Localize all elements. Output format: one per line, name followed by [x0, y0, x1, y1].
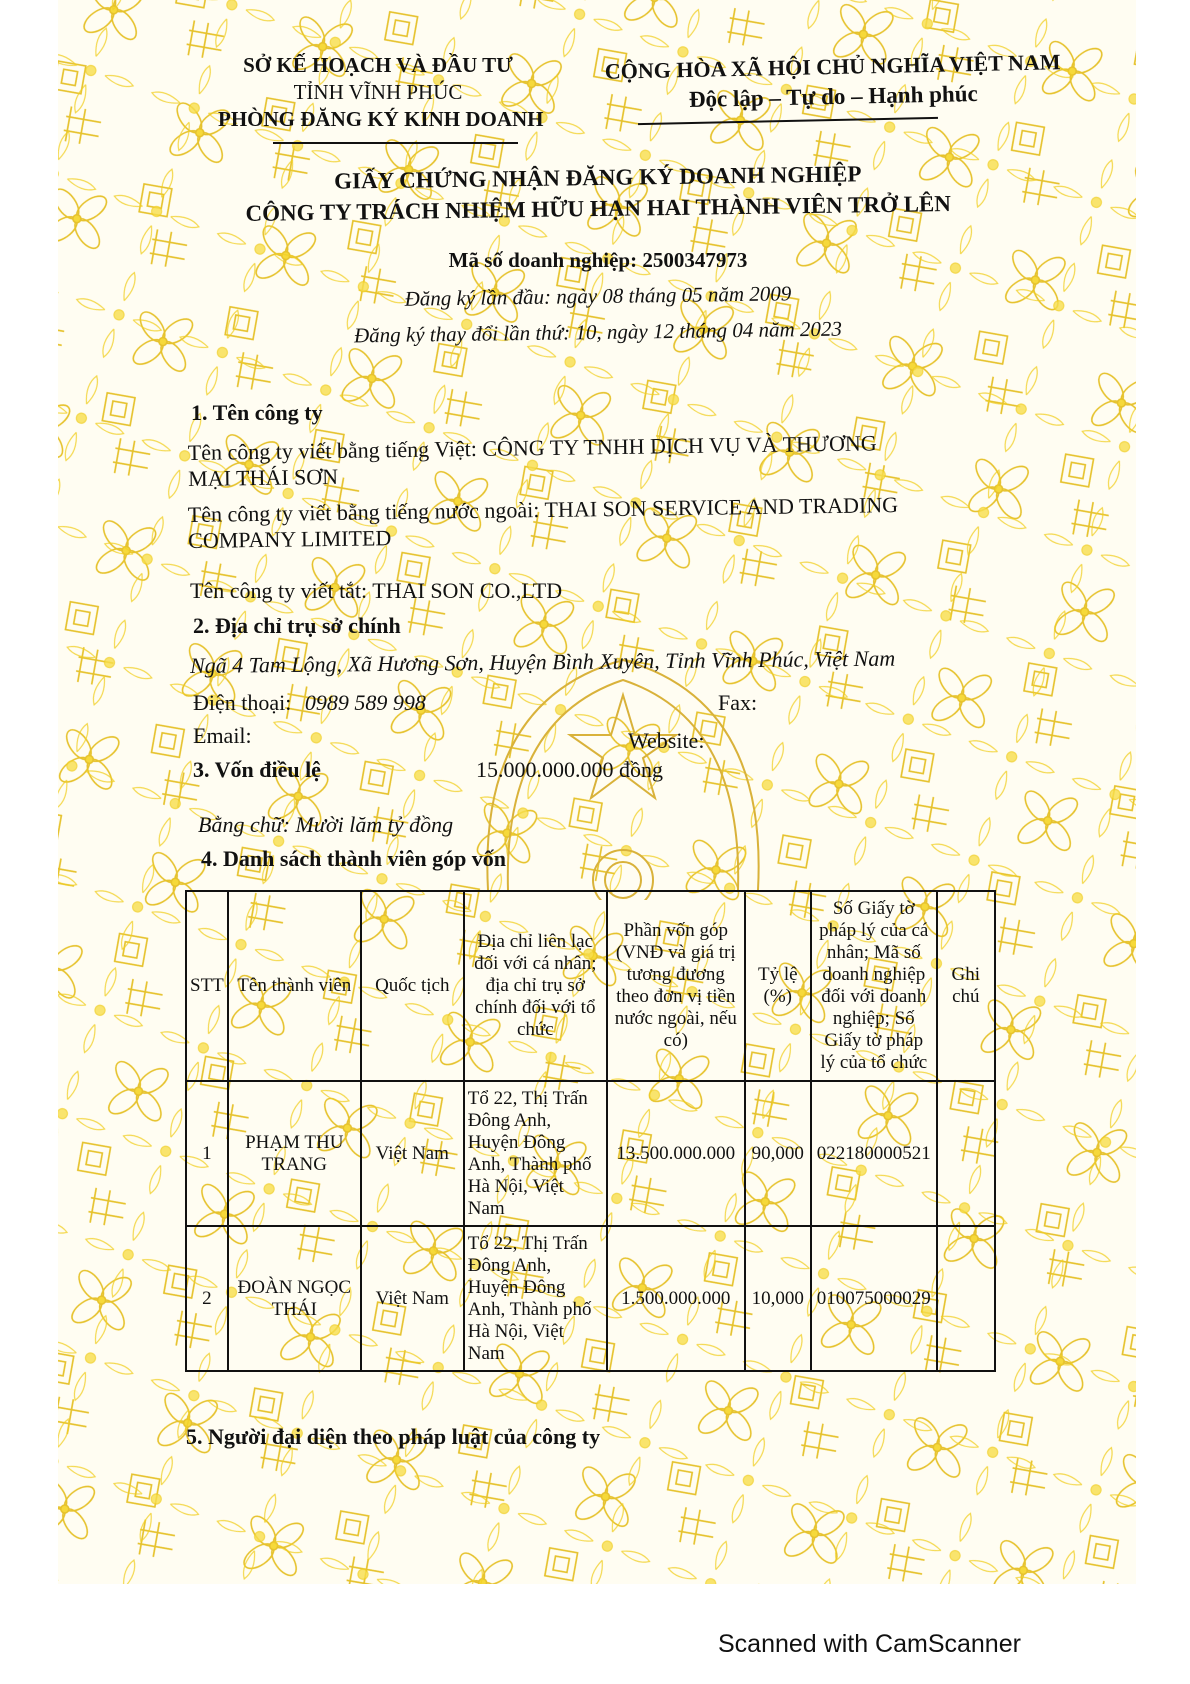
section5-heading: 5. Người đại diện theo pháp luật của công ty	[186, 1424, 601, 1449]
column-header-note: Ghi chú	[937, 891, 995, 1081]
column-header-stt: STT	[186, 891, 228, 1081]
member-stt: 1	[186, 1081, 228, 1226]
member-name: PHẠM THU TRANG	[228, 1081, 361, 1226]
national-motto: Độc lập – Tự do – Hạnh phúc	[688, 80, 978, 113]
member-address: Tổ 22, Thị Trấn Đông Anh, Huyện Đông Anh, Thành phố Hà Nội, Việt Nam	[464, 1226, 607, 1371]
column-header-ratio: Tỷ lệ (%)	[745, 891, 811, 1081]
member-legal-id: 010075000029	[811, 1226, 937, 1371]
email-label: Email:	[193, 723, 252, 748]
member-ratio: 10,000	[745, 1226, 811, 1371]
vietnamese-company-name-line1: Tên công ty viết bằng tiếng Việt: CÔNG TY TNHH DỊCH VỤ VÀ THƯƠNG	[187, 430, 877, 466]
member-address: Tổ 22, Thị Trấn Đông Anh, Huyện Đông Anh, Thành phố Hà Nội, Việt Nam	[464, 1081, 607, 1226]
member-nationality: Việt Nam	[361, 1081, 464, 1226]
section4-heading: 4. Danh sách thành viên góp vốn	[201, 846, 507, 871]
section2-heading: 2. Địa chỉ trụ sở chính	[193, 613, 401, 638]
phone-row	[193, 690, 426, 716]
certificate-title	[148, 156, 1049, 231]
website-label: Website:	[628, 728, 705, 753]
vietnamese-company-name	[188, 430, 878, 492]
members-table	[185, 890, 996, 1372]
member-note	[937, 1226, 995, 1371]
member-name: ĐOÀN NGỌC THÁI	[228, 1226, 361, 1371]
member-nationality: Việt Nam	[361, 1226, 464, 1371]
first-registration-date: Đăng ký lần đầu: ngày 08 tháng 05 năm 2009	[404, 281, 792, 311]
enterprise-code: Mã số doanh nghiệp: 2500347973	[448, 248, 748, 272]
phone-label: Điện thoại:	[193, 690, 292, 715]
section1-heading: 1. Tên công ty	[191, 400, 323, 425]
certificate-title-line1: GIẤY CHỨNG NHẬN ĐĂNG KÝ DOANH NGHIỆP	[333, 161, 862, 194]
issuer-department: SỞ KẾ HOẠCH VÀ ĐẦU TƯ	[243, 53, 513, 77]
column-header-nationality: Quốc tịch	[361, 891, 464, 1081]
certificate-paper	[58, 0, 1136, 1584]
charter-capital-amount: 15.000.000.000 đồng	[476, 757, 663, 782]
issuer-office: PHÒNG ĐĂNG KÝ KINH DOANH	[218, 107, 544, 131]
charter-capital-in-words: Bằng chữ: Mười lăm tỷ đồng	[198, 812, 454, 837]
national-motto-block	[577, 47, 1088, 118]
member-ratio: 90,000	[745, 1081, 811, 1226]
column-header-address: Địa chỉ liên lạc đối với cá nhân; địa chỉ trụ sở chính đối với tổ chức	[464, 891, 607, 1081]
foreign-company-name	[188, 492, 899, 554]
column-header-member-name: Tên thành viên	[228, 891, 361, 1081]
member-capital: 1.500.000.000	[607, 1226, 745, 1371]
certificate-title-line2: CÔNG TY TRÁCH NHIỆM HỮU HẠN HAI THÀNH VIÊN TRỞ LÊN	[245, 191, 952, 226]
foreign-company-name-line1: Tên công ty viết bằng tiếng nước ngoài: THAI SON SERVICE AND TRADING	[187, 492, 899, 528]
member-capital: 13.500.000.000	[607, 1081, 745, 1226]
table-row	[186, 1226, 995, 1371]
fax-label: Fax:	[718, 690, 758, 715]
column-header-capital: Phần vốn góp (VNĐ và giá trị tương đương theo đơn vị tiền nước ngoài, nếu có)	[607, 891, 745, 1081]
issuer-block	[218, 52, 544, 133]
vietnamese-company-name-line2: MẠI THÁI SƠN	[188, 463, 339, 491]
head-office-address: Ngã 4 Tam Lộng, Xã Hương Sơn, Huyện Bình Xuyên, Tỉnh Vĩnh Phúc, Việt Nam	[189, 645, 896, 678]
short-company-name: Tên công ty viết tắt: THAI SON CO.,LTD	[190, 578, 563, 603]
member-note	[937, 1081, 995, 1226]
change-registration-info: Đăng ký thay đổi lần thứ: 10, ngày 12 tháng 04 năm 2023	[353, 316, 843, 348]
camscanner-watermark: Scanned with CamScanner	[718, 1630, 1021, 1658]
phone-value: 0989 589 998	[304, 690, 426, 715]
issuer-province: TỈNH VĨNH PHÚC	[293, 80, 463, 104]
member-stt: 2	[186, 1226, 228, 1371]
country-name: CỘNG HÒA XÃ HỘI CHỦ NGHĨA VIỆT NAM	[604, 49, 1061, 84]
column-header-legal-id: Số Giấy tờ pháp lý của cá nhân; Mã số doanh nghiệp đối với doanh nghiệp; Số Giấy tờ pháp lý của tổ chức	[811, 891, 937, 1081]
issuer-underline	[273, 142, 518, 144]
table-row	[186, 1081, 995, 1226]
table-header-row	[186, 891, 995, 1081]
section3-heading: 3. Vốn điều lệ	[193, 757, 321, 782]
member-legal-id: 022180000521	[811, 1081, 937, 1226]
foreign-company-name-line2: COMPANY LIMITED	[188, 525, 392, 553]
